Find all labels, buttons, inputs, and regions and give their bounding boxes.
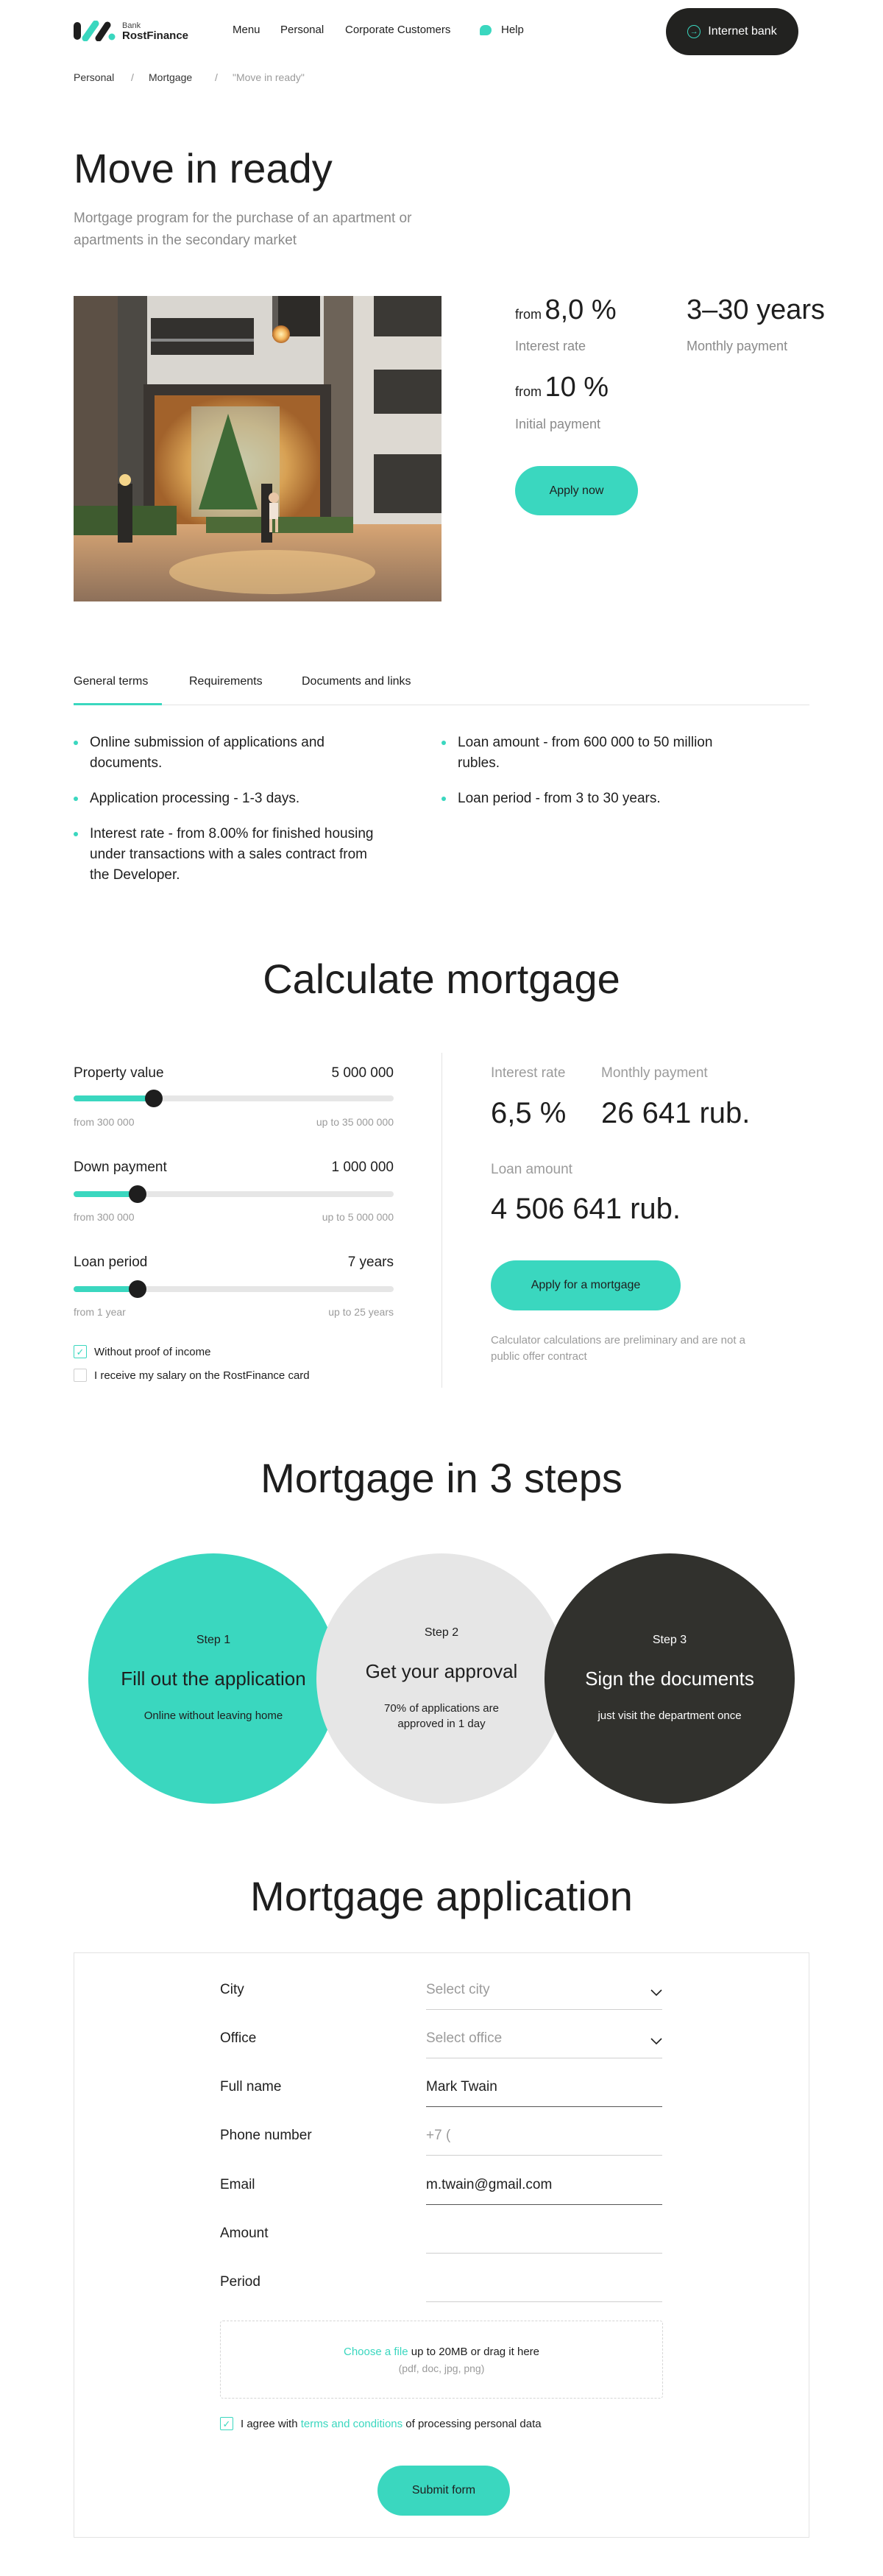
field-label-amount: Amount <box>220 2226 269 2241</box>
list-item: Online submission of applications and documents. <box>74 733 383 774</box>
chevron-down-icon <box>650 2038 662 2045</box>
breadcrumb-separator: / <box>131 71 134 83</box>
stat-label: Monthly payment <box>687 339 788 353</box>
checkbox-label: Without proof of income <box>94 1345 211 1358</box>
slider-min: from 300 000 <box>74 1116 135 1128</box>
slider-label-property-value: Property value <box>74 1065 164 1081</box>
checkbox-label: I receive my salary on the RostFinance card <box>94 1369 310 1382</box>
step-description: 70% of applications are approved in 1 day <box>384 1701 499 1730</box>
consent-suffix: of processing personal data <box>403 2417 542 2430</box>
list-item: Loan period - from 3 to 30 years. <box>442 788 736 809</box>
active-tab-indicator <box>74 703 162 705</box>
office-select[interactable] <box>426 2030 662 2058</box>
step-title: Sign the documents <box>585 1668 754 1690</box>
nav-menu[interactable]: Menu <box>233 24 260 36</box>
slider-handle[interactable] <box>129 1280 146 1298</box>
slider-min: from 300 000 <box>74 1211 135 1223</box>
consent-checkbox-row[interactable] <box>220 2417 542 2430</box>
checkbox-checked-icon[interactable]: ✓ <box>220 2417 233 2430</box>
checkbox-unchecked-icon[interactable] <box>74 1369 87 1382</box>
help-chat-icon <box>480 25 492 35</box>
city-placeholder: Select city <box>426 1982 490 1997</box>
phone-placeholder: +7 ( <box>426 2128 451 2143</box>
phone-input[interactable] <box>426 2128 662 2156</box>
logo-brand-name[interactable]: RostFinance <box>122 29 189 42</box>
field-label-full-name: Full name <box>220 2079 282 2095</box>
consent-text <box>241 2418 542 2430</box>
slider-max: up to 25 years <box>328 1306 394 1318</box>
slider-value-property-value: 5 000 000 <box>331 1065 394 1081</box>
stat-term <box>687 294 825 326</box>
file-dropzone[interactable] <box>220 2321 663 2399</box>
email-input[interactable] <box>426 2177 662 2205</box>
result-rate-value: 6,5 % <box>491 1097 567 1129</box>
slider-fill <box>74 1191 138 1197</box>
slider-max: up to 5 000 000 <box>322 1211 394 1223</box>
dropzone-formats: (pdf, doc, jpg, png) <box>398 2362 485 2374</box>
period-input[interactable] <box>426 2274 662 2302</box>
result-rate-label: Interest rate <box>491 1065 566 1081</box>
list-item: Interest rate - from 8.00% for finished housing under transactions with a sales contract from the Developer. <box>74 824 383 886</box>
calculator-disclaimer: Calculator calculations are preliminary and are not a public offer contract <box>491 1334 746 1363</box>
result-payment-value: 26 641 rub. <box>601 1097 751 1129</box>
tab-documents-and-links[interactable]: Documents and links <box>302 675 411 688</box>
result-loan-label: Loan amount <box>491 1162 572 1177</box>
terms-link[interactable]: terms and conditions <box>300 2417 403 2430</box>
amount-input[interactable] <box>426 2226 662 2254</box>
slider-value-down-payment: 1 000 000 <box>331 1160 394 1175</box>
field-label-city: City <box>220 1982 244 1997</box>
breadcrumb-mortgage[interactable]: Mortgage <box>149 71 193 83</box>
dropzone-hint: up to 20MB or drag it here <box>408 2345 539 2358</box>
field-label-period: Period <box>220 2274 260 2290</box>
field-label-phone: Phone number <box>220 2128 312 2143</box>
steps-title: Mortgage in 3 steps <box>260 1455 623 1501</box>
step-number: Step 1 <box>196 1634 231 1646</box>
slider-label-down-payment: Down payment <box>74 1160 167 1175</box>
dropzone-text <box>344 2346 539 2358</box>
slider-max: up to 35 000 000 <box>316 1116 394 1128</box>
stat-value: 10 % <box>545 372 609 403</box>
nav-help[interactable]: Help <box>501 24 524 36</box>
apartment-building-photo <box>74 296 442 601</box>
checkbox-checked-icon[interactable]: ✓ <box>74 1345 87 1358</box>
stat-from-prefix: from <box>515 384 542 399</box>
email-value: m.twain@gmail.com <box>426 2177 553 2192</box>
breadcrumb-personal[interactable]: Personal <box>74 71 115 83</box>
field-label-office: Office <box>220 2030 257 2046</box>
chevron-down-icon <box>650 1989 662 1997</box>
result-payment-label: Monthly payment <box>601 1065 708 1081</box>
apply-for-mortgage-button[interactable]: Apply for a mortgage <box>491 1260 681 1310</box>
slider-value-loan-period: 7 years <box>347 1255 394 1270</box>
office-placeholder: Select office <box>426 2030 503 2046</box>
stat-initial-payment <box>515 372 609 403</box>
internet-bank-button[interactable] <box>666 8 798 55</box>
step-description: Online without leaving home <box>143 1709 283 1722</box>
list-item: Application processing - 1-3 days. <box>74 788 383 809</box>
page-subtitle: Mortgage program for the purchase of an apartment or apartments in the secondary market <box>74 211 412 248</box>
breadcrumb-separator: / <box>215 71 218 83</box>
field-label-email: Email <box>220 2177 255 2192</box>
choose-file-link[interactable]: Choose a file <box>344 2345 408 2358</box>
step-1-card <box>88 1553 338 1804</box>
checkbox-without-income-proof[interactable] <box>74 1345 210 1358</box>
stat-value: 8,0 % <box>545 294 617 325</box>
step-title: Get your approval <box>365 1659 518 1682</box>
list-item: Loan amount - from 600 000 to 50 million rubles. <box>442 733 736 774</box>
step-title: Fill out the application <box>121 1668 306 1690</box>
slider-fill <box>74 1095 154 1101</box>
slider-handle[interactable] <box>129 1185 146 1203</box>
apply-now-button[interactable]: Apply now <box>515 466 638 515</box>
consent-prefix: I agree with <box>241 2417 301 2430</box>
stat-label: Initial payment <box>515 417 601 431</box>
logo-bank-label: Bank <box>122 21 141 30</box>
city-select[interactable] <box>426 1982 662 2010</box>
nav-personal[interactable]: Personal <box>280 24 325 36</box>
tab-general-terms[interactable]: General terms <box>74 675 149 688</box>
slider-fill <box>74 1286 138 1292</box>
application-title: Mortgage application <box>250 1873 633 1919</box>
step-number: Step 2 <box>424 1626 459 1639</box>
general-terms-list-right <box>442 733 736 824</box>
step-3-card <box>545 1553 795 1804</box>
page-title: Move in ready <box>74 145 333 191</box>
step-2-card <box>316 1553 567 1804</box>
tab-requirements[interactable]: Requirements <box>189 675 263 688</box>
slider-handle[interactable] <box>145 1090 163 1107</box>
stat-interest-rate <box>515 294 617 326</box>
nav-corporate-customers[interactable]: Corporate Customers <box>345 24 451 36</box>
submit-form-button[interactable]: Submit form <box>377 2466 510 2516</box>
stat-from-prefix: from <box>515 307 542 322</box>
slider-min: from 1 year <box>74 1306 126 1318</box>
checkbox-salary-card[interactable] <box>74 1369 310 1382</box>
result-loan-value: 4 506 641 rub. <box>491 1193 681 1225</box>
breadcrumb-current: "Move in ready" <box>233 71 305 83</box>
full-name-value: Mark Twain <box>426 2079 497 2095</box>
step-number: Step 3 <box>652 1634 687 1646</box>
general-terms-list-left <box>74 733 383 900</box>
bank-logo-icon[interactable] <box>74 21 116 41</box>
calculator-title: Calculate mortgage <box>263 956 620 1002</box>
step-description: just visit the department once <box>597 1709 742 1722</box>
stat-label: Interest rate <box>515 339 586 353</box>
login-arrow-icon: → <box>687 25 701 38</box>
full-name-input[interactable] <box>426 2079 662 2107</box>
stat-value: 3–30 years <box>687 294 826 325</box>
internet-bank-label: Internet bank <box>708 25 777 38</box>
slider-label-loan-period: Loan period <box>74 1255 148 1270</box>
